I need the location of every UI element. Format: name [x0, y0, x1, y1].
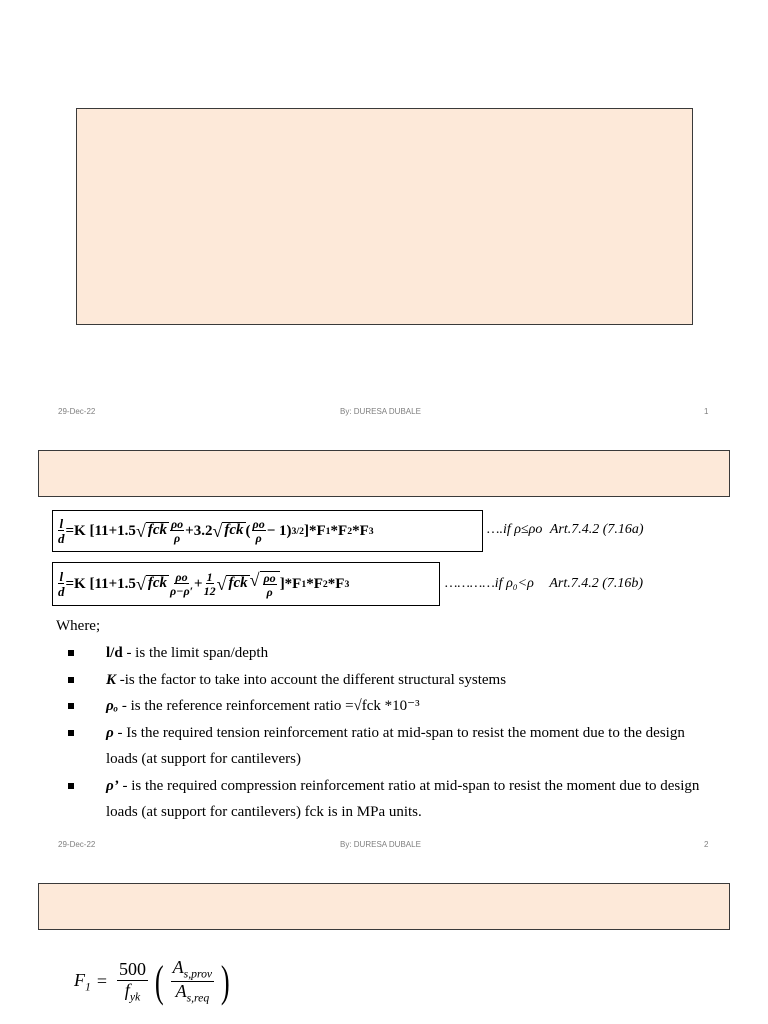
footer-page-number: 2 [704, 840, 709, 849]
equation-7-16b: $\frac{l}{d}$ =K [11+1.5 √ fck $\frac{\rho o}{\rho-\rho'}$ + $\frac{1}{12}$ √ fck √ $\frac{\rho o}{\rho}$ ]*F 1 *F 2 *F 3 [52, 562, 440, 606]
equation-7-16a: $\frac{l}{d}$ =K [11+1.5 √ fck $\frac{\rho o}{\rho}$ +3.2 √ fck ( $\frac{\rho o}{\rho}$ − 1) 3/2 ]*F 1 *F 2 *F 3 [52, 510, 483, 552]
list-item: ρ - Is the required tension reinforcement ratio at mid-span to resist the moment due to the design loads (at support for cantilevers) [66, 720, 716, 773]
footer-date: 29-Dec-22 [58, 407, 96, 416]
list-item: K -is the factor to take into account the different structural systems [66, 667, 716, 694]
footer-date: 29-Dec-22 [58, 840, 96, 849]
footer-author: By: DURESA DUBALE [340, 407, 421, 416]
header-box [38, 883, 730, 930]
slide-1 [0, 0, 768, 428]
definition-list [66, 640, 716, 826]
header-box [38, 450, 730, 497]
list-item: ρₒ - is the reference reinforcement ratio =√fck *10⁻³ [66, 693, 716, 720]
slide-3 [0, 858, 768, 1024]
formula-f1: $F_1$ = 500 $f_{yk}$ ( $A_{s,prov}$ $A_{s,req}$ ) [74, 956, 230, 1006]
where-label: Where; [56, 618, 101, 634]
footer-page-number: 1 [704, 407, 709, 416]
title-box [76, 108, 693, 325]
list-item: l/d - is the limit span/depth [66, 640, 716, 667]
footer-author: By: DURESA DUBALE [340, 840, 421, 849]
equation-7-16a-condition: ….if ρ≤ρo Art.7.4.2 (7.16a) [487, 522, 644, 537]
list-item: ρ’ - is the required compression reinforcement ratio at mid-span to resist the moment due to design loads (at support for cantilevers) fck is in MPa units. [66, 773, 716, 826]
equation-7-16b-condition: …………if ρ₀<ρ Art.7.4.2 (7.16b) [445, 576, 644, 591]
slide-2 [0, 428, 768, 858]
